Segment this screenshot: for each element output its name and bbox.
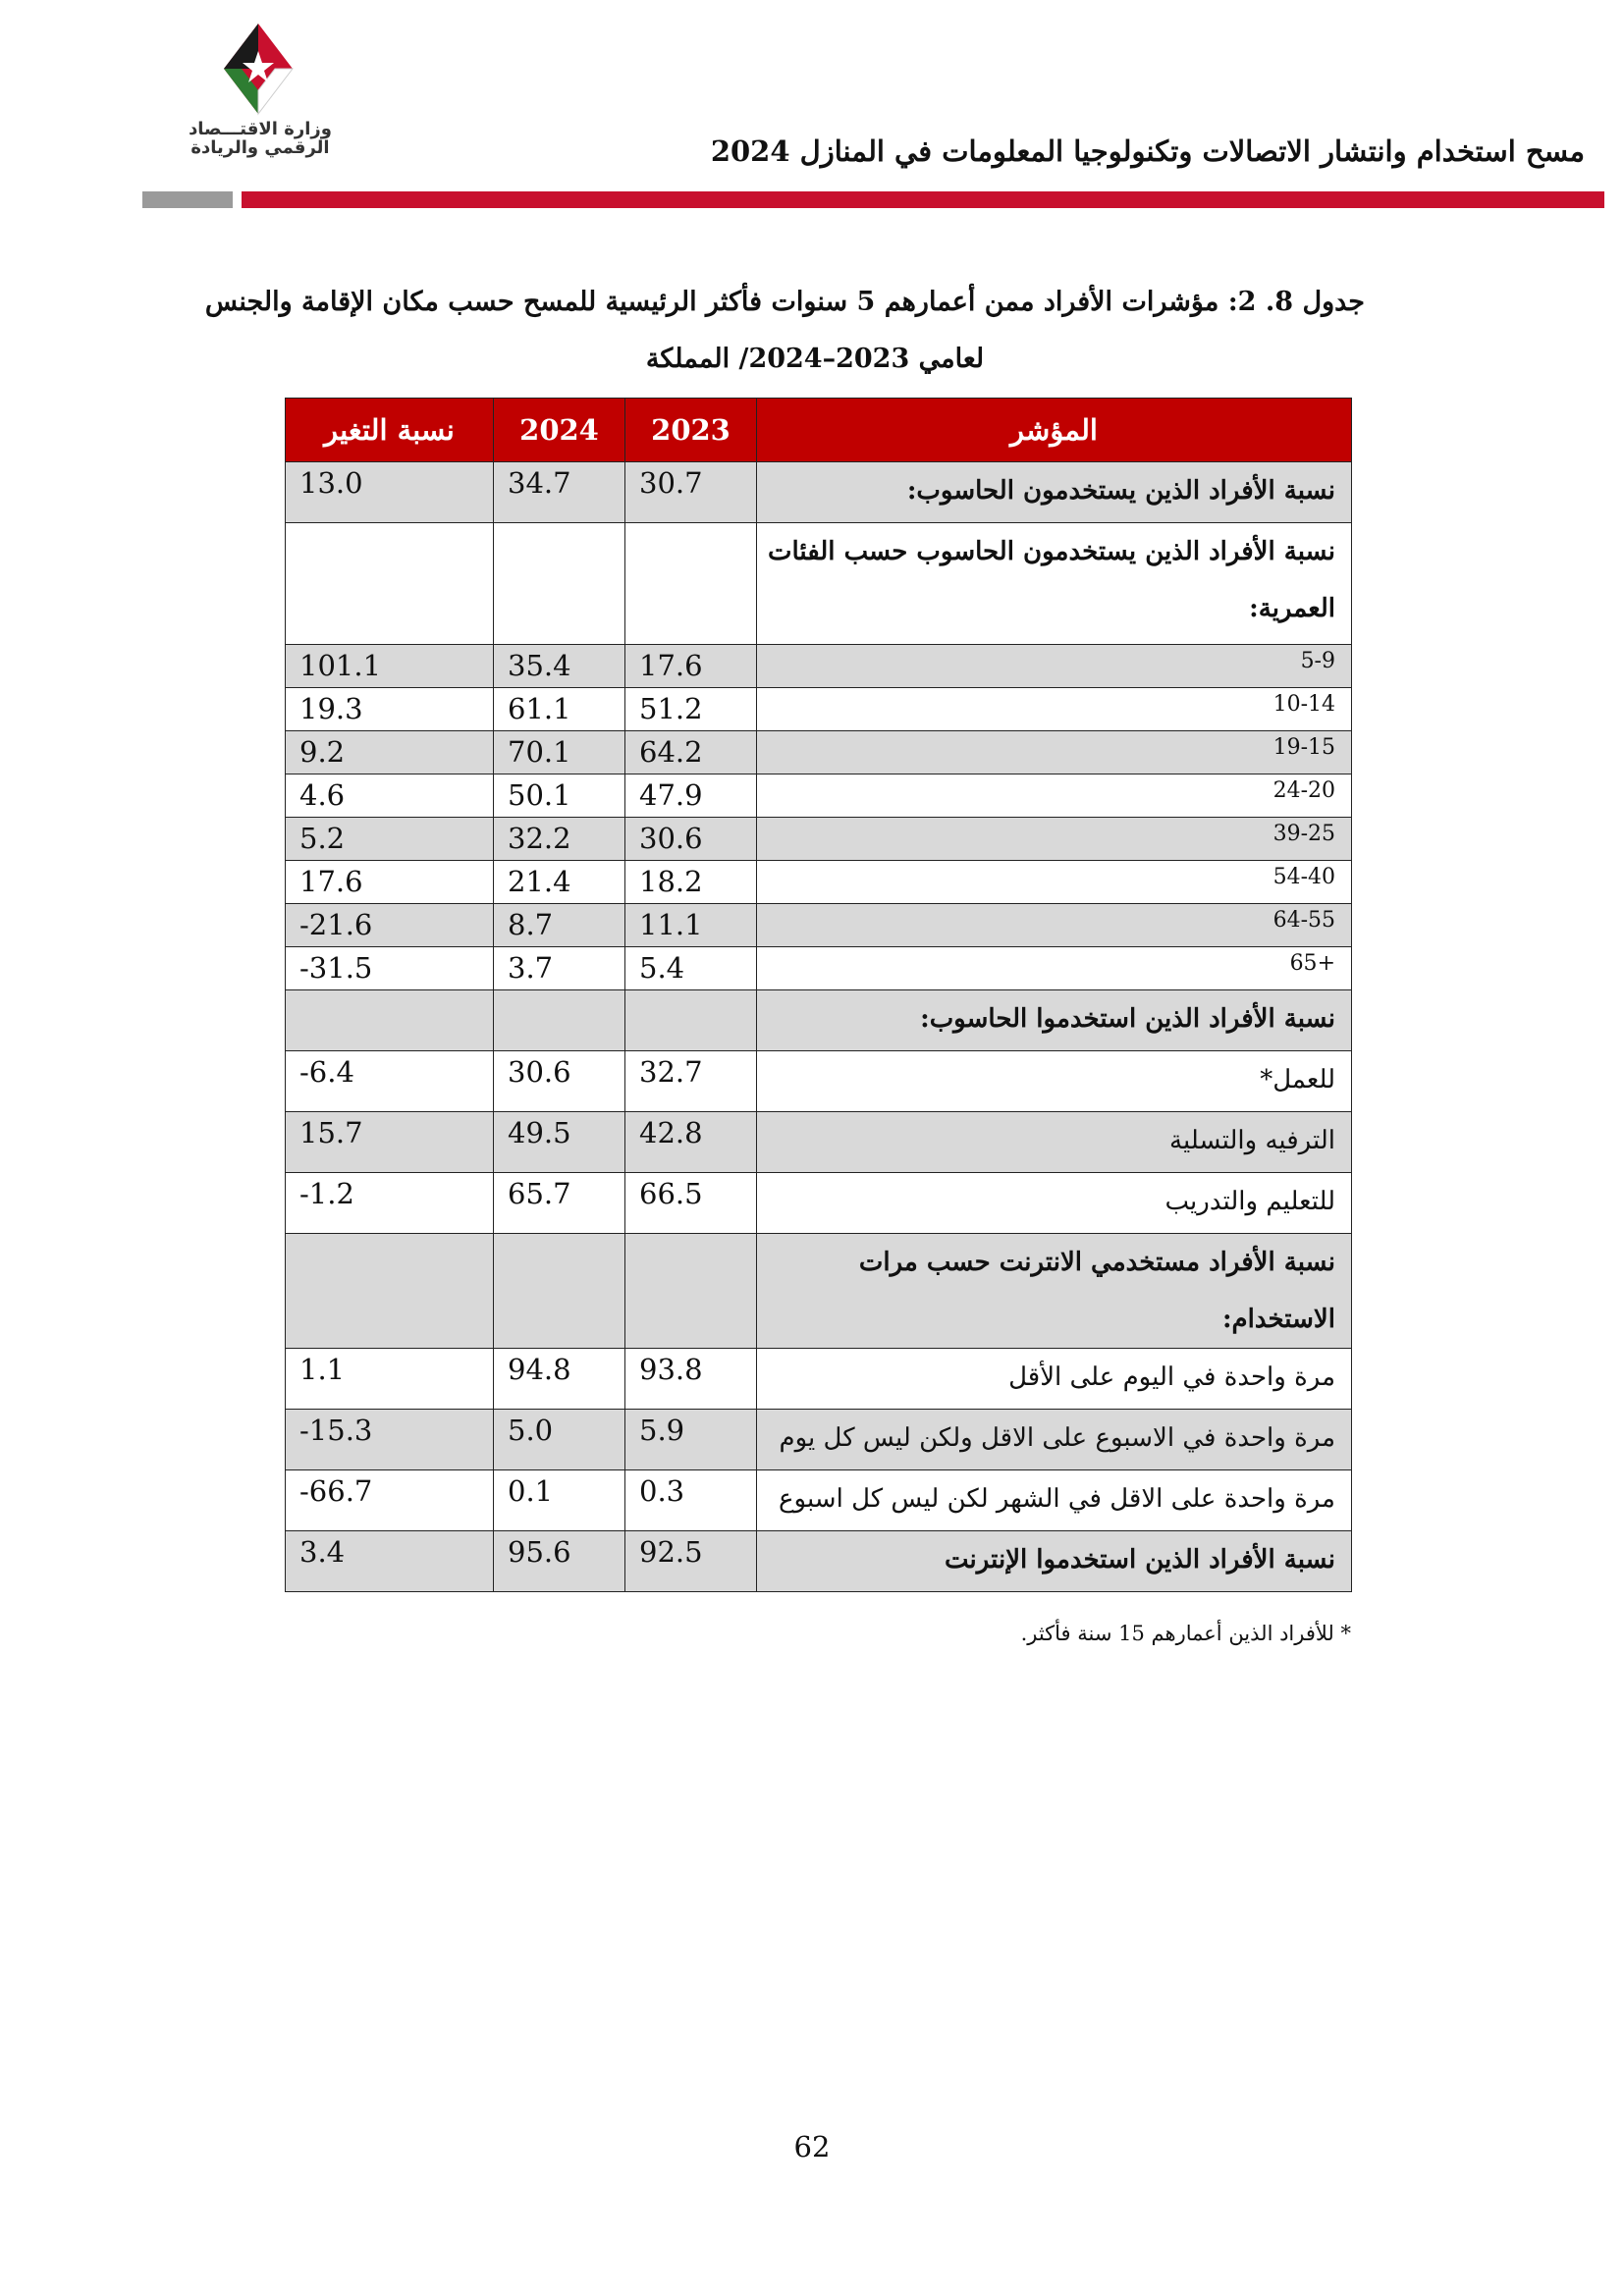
row-label: 39-25 <box>757 818 1352 861</box>
value-2024 <box>494 1234 625 1349</box>
header-2023: 2023 <box>625 399 757 462</box>
value-change: -15.3 <box>286 1410 494 1470</box>
value-2023: 42.8 <box>625 1112 757 1173</box>
value-2024: 21.4 <box>494 861 625 904</box>
value-change: -6.4 <box>286 1051 494 1112</box>
value-2023: 30.7 <box>625 462 757 523</box>
row-label: مرة واحدة في اليوم على الأقل <box>757 1349 1352 1410</box>
value-2024: 94.8 <box>494 1349 625 1410</box>
ministry-logo <box>187 22 334 169</box>
row-label: مرة واحدة على الاقل في الشهر لكن ليس كل اسبوع <box>757 1470 1352 1531</box>
table-row <box>286 688 1352 731</box>
value-2024: 0.1 <box>494 1470 625 1531</box>
value-2023: 51.2 <box>625 688 757 731</box>
value-2024: 50.1 <box>494 774 625 818</box>
value-change: -66.7 <box>286 1470 494 1531</box>
value-2023: 32.7 <box>625 1051 757 1112</box>
value-2023: 47.9 <box>625 774 757 818</box>
table-row <box>286 1349 1352 1410</box>
value-change <box>286 990 494 1051</box>
table-caption-line1: جدول 8. 2: مؤشرات الأفراد ممن أعمارهم 5 سنوات فأكثر الرئيسية للمسح حسب مكان الإقامة والجنس <box>204 287 1365 317</box>
row-label: 64-55 <box>757 904 1352 947</box>
table-row <box>286 731 1352 774</box>
table-row <box>286 1470 1352 1531</box>
table-row <box>286 1112 1352 1173</box>
table-row <box>286 1234 1352 1349</box>
table-row <box>286 947 1352 990</box>
row-label: 24-20 <box>757 774 1352 818</box>
report-title: مسح استخدام وانتشار الاتصالات وتكنولوجيا المعلومات في المنازل 2024 <box>710 134 1585 168</box>
value-2023: 64.2 <box>625 731 757 774</box>
row-label: +65 <box>757 947 1352 990</box>
value-2024: 3.7 <box>494 947 625 990</box>
value-2024 <box>494 990 625 1051</box>
value-change: 4.6 <box>286 774 494 818</box>
value-change: 101.1 <box>286 645 494 688</box>
value-change <box>286 1234 494 1349</box>
value-2024 <box>494 523 625 645</box>
value-2023: 18.2 <box>625 861 757 904</box>
value-change: 1.1 <box>286 1349 494 1410</box>
table-footnote: * للأفراد الذين أعمارهم 15 سنة فأكثر. <box>1020 1622 1351 1645</box>
table-caption-line2: لعامي 2023–2024/ المملكة <box>645 344 985 374</box>
row-label: نسبة الأفراد الذين يستخدمون الحاسوب حسب الفئات العمرية: <box>757 523 1352 645</box>
value-change: 17.6 <box>286 861 494 904</box>
logo-text-line1: وزارة الاقتـــصاد <box>189 119 332 139</box>
table-row <box>286 523 1352 645</box>
value-2023 <box>625 523 757 645</box>
value-2023: 92.5 <box>625 1531 757 1592</box>
table-row <box>286 1410 1352 1470</box>
value-change: -1.2 <box>286 1173 494 1234</box>
header-change: نسبة التغير <box>286 399 494 462</box>
table-row <box>286 774 1352 818</box>
value-2024: 30.6 <box>494 1051 625 1112</box>
value-2024: 61.1 <box>494 688 625 731</box>
value-2023: 30.6 <box>625 818 757 861</box>
row-label: نسبة الأفراد مستخدمي الانترنت حسب مرات الاستخدام: <box>757 1234 1352 1349</box>
row-label: نسبة الأفراد الذين استخدموا الحاسوب: <box>757 990 1352 1051</box>
table-row <box>286 1173 1352 1234</box>
row-label: 54-40 <box>757 861 1352 904</box>
row-label: الترفيه والتسلية <box>757 1112 1352 1173</box>
value-2024: 95.6 <box>494 1531 625 1592</box>
value-2023 <box>625 990 757 1051</box>
value-2024: 32.2 <box>494 818 625 861</box>
value-2024: 70.1 <box>494 731 625 774</box>
table-header-row <box>286 399 1352 462</box>
row-label: 10-14 <box>757 688 1352 731</box>
header-rule-red <box>242 191 1604 208</box>
indicators-table <box>285 398 1352 1592</box>
table-row <box>286 645 1352 688</box>
value-2024: 34.7 <box>494 462 625 523</box>
value-2023: 5.9 <box>625 1410 757 1470</box>
value-2023: 5.4 <box>625 947 757 990</box>
value-2024: 35.4 <box>494 645 625 688</box>
row-label: مرة واحدة في الاسبوع على الاقل ولكن ليس كل يوم <box>757 1410 1352 1470</box>
value-2024: 5.0 <box>494 1410 625 1470</box>
table-row <box>286 818 1352 861</box>
value-2023 <box>625 1234 757 1349</box>
value-2023: 11.1 <box>625 904 757 947</box>
value-change: -21.6 <box>286 904 494 947</box>
page-number: 62 <box>793 2130 831 2163</box>
value-change: 5.2 <box>286 818 494 861</box>
row-label: نسبة الأفراد الذين يستخدمون الحاسوب: <box>757 462 1352 523</box>
value-2023: 66.5 <box>625 1173 757 1234</box>
value-2023: 17.6 <box>625 645 757 688</box>
value-change <box>286 523 494 645</box>
value-change: -31.5 <box>286 947 494 990</box>
value-change: 13.0 <box>286 462 494 523</box>
header-2024: 2024 <box>494 399 625 462</box>
row-label: للعمل* <box>757 1051 1352 1112</box>
row-label: 19-15 <box>757 731 1352 774</box>
row-label: 5-9 <box>757 645 1352 688</box>
header-rule-gray <box>142 191 233 208</box>
table-row <box>286 861 1352 904</box>
table-row <box>286 990 1352 1051</box>
value-change: 9.2 <box>286 731 494 774</box>
value-2023: 93.8 <box>625 1349 757 1410</box>
row-label: نسبة الأفراد الذين استخدموا الإنترنت <box>757 1531 1352 1592</box>
value-2023: 0.3 <box>625 1470 757 1531</box>
ministry-emblem-icon <box>204 22 312 120</box>
value-2024: 49.5 <box>494 1112 625 1173</box>
value-change: 3.4 <box>286 1531 494 1592</box>
table-row <box>286 462 1352 523</box>
value-2024: 8.7 <box>494 904 625 947</box>
logo-text-line2: الرقمي والريادة <box>190 137 330 158</box>
header-indicator: المؤشر <box>757 399 1352 462</box>
value-change: 19.3 <box>286 688 494 731</box>
table-row <box>286 904 1352 947</box>
value-2024: 65.7 <box>494 1173 625 1234</box>
row-label: للتعليم والتدريب <box>757 1173 1352 1234</box>
table-row <box>286 1051 1352 1112</box>
table-row <box>286 1531 1352 1592</box>
value-change: 15.7 <box>286 1112 494 1173</box>
